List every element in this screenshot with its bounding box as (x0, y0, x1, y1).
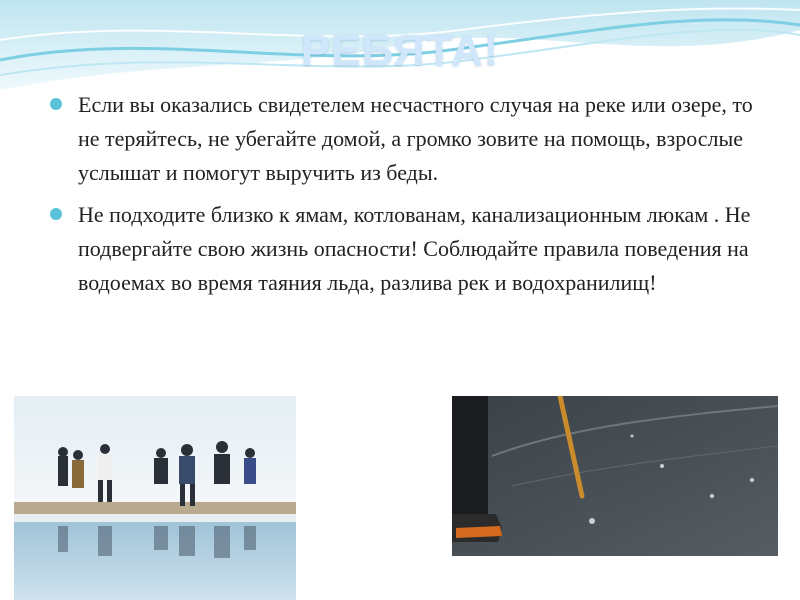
photo-ice-stick (452, 396, 778, 556)
ice-stick-image (452, 396, 778, 556)
bullet-dot-icon (50, 208, 62, 220)
bullet-list (44, 88, 764, 393)
bullet-text: Если вы оказались свидетелем несчастного случая на реке или озере, то не теряйтесь, не убегайте домой, а громко зовите на помощь, взрослые услышат и помогут выручить из беды. (78, 92, 753, 185)
slide-title: РЕБЯТА! (300, 26, 500, 75)
bullet-dot-icon (50, 98, 62, 110)
bullet-text: Не подходите близко к ямам, котлованам, канализационным люкам . Не подвергайте свою жизнь опасности! Соблюдайте правила поведения на водоемах во время таяния льда, разлива рек и водохранилищ! (78, 202, 751, 295)
bullet-item (44, 88, 764, 190)
bullet-item (44, 198, 764, 300)
photo-people-on-ice (14, 396, 296, 600)
people-on-ice-image (14, 396, 296, 600)
